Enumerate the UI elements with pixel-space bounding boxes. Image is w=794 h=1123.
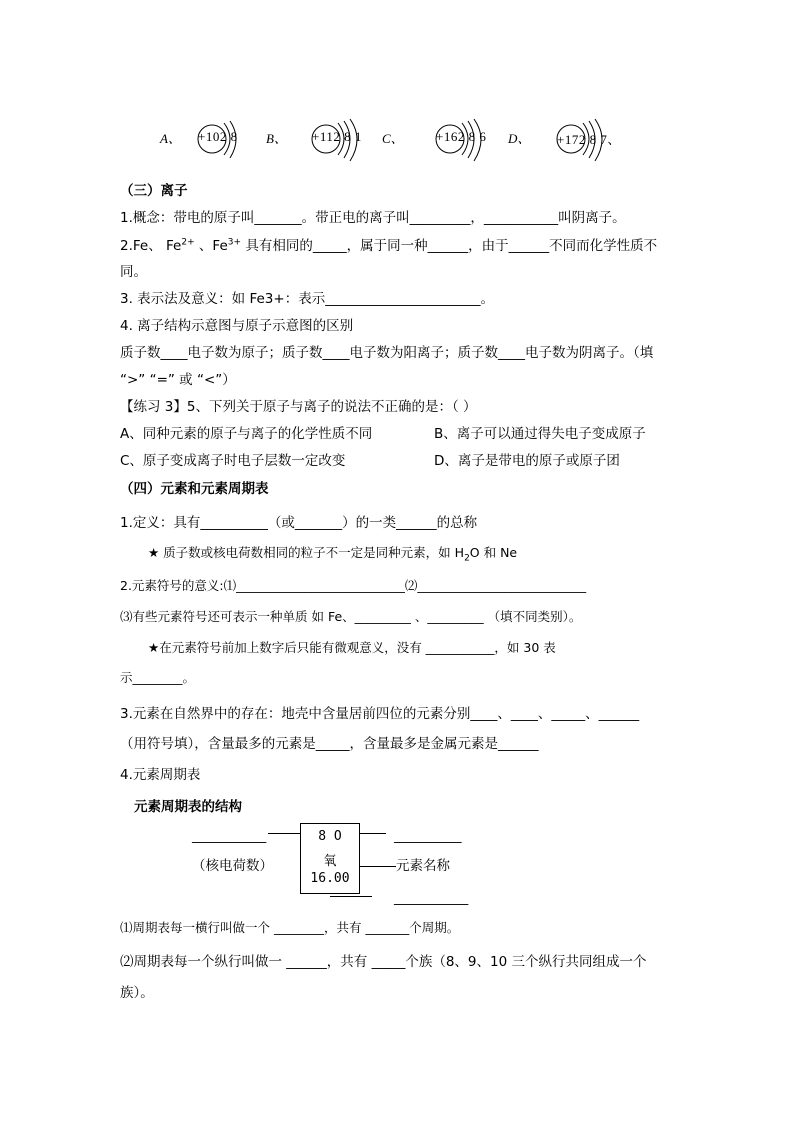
leader-line-left — [268, 833, 300, 834]
exercise-3-question: 【练习 3】5、下列关于原子与离子的说法不正确的是：（ ） — [120, 399, 477, 415]
option-c-label: C、 — [382, 131, 404, 146]
cell-number-symbol: 8 O — [318, 829, 342, 844]
leader-line-right-top — [360, 833, 386, 834]
atom-c-nucleus: +16 — [436, 129, 458, 144]
star1-part-a: ★ 质子数或核电荷数相同的粒子不一定是同种元素，如 H — [148, 545, 465, 560]
atom-b-nucleus: +11 — [312, 129, 334, 144]
label-nuclear-charge: （核电荷数） — [192, 858, 273, 874]
option-a-label: A、 — [160, 131, 181, 146]
atom-b-electrons: 2 8 1 — [333, 129, 362, 144]
star1-part-c: O 和 Ne — [469, 545, 518, 560]
atom-d-nucleus: +17 — [557, 132, 579, 147]
section4-star-note-2: ★在元素符号前加上数字后只能有微观意义，没有 ___________，如 30 表 — [148, 640, 556, 655]
exercise-option-c: C、原子变成离子时电子层数一定改变 — [120, 453, 346, 469]
section3-line3: 3. 表示法及意义：如 Fe3+：表示_______________________。 — [120, 291, 494, 307]
atom-d-electrons: 2 8 7 — [578, 132, 608, 147]
element-cell-box — [300, 823, 360, 894]
l2-sup-1: 2+ — [181, 237, 195, 248]
option-d-label: D、 — [508, 131, 531, 146]
atom-a-electrons: 2 8 — [219, 129, 238, 144]
section4-nature-line1: 3.元素在自然界中的存在：地壳中含量居前四位的元素分别____、____、_____、______ — [120, 706, 640, 722]
cell-atomic-mass: 16.00 — [310, 871, 350, 886]
l2-part-a: 2.Fe、 Fe — [120, 238, 182, 254]
section4-definition: 1.定义：具有__________（或_______）的一类______的总称 — [120, 515, 478, 531]
blank-atomic-mass: ___________ — [394, 890, 469, 906]
cell-element-name: 氧 — [323, 854, 337, 869]
exercise-option-a: A、同种元素的原子与离子的化学性质不同 — [120, 426, 373, 442]
periodic-table-structure-title: 元素周期表的结构 — [134, 799, 242, 815]
periodic-rows-question: ⑴周期表每一横行叫做一个 ________，共有 _______个周期。 — [120, 920, 460, 935]
atom-a-nucleus: +10 — [198, 129, 220, 144]
section3-line2-cont: 同。 — [120, 264, 147, 280]
periodic-columns-question-cont: 族）。 — [120, 985, 154, 1001]
blank-element-symbol: __________ — [394, 828, 462, 844]
leader-line-bottom — [330, 896, 372, 897]
option-b-label: B、 — [266, 131, 287, 146]
section4-star-note-1 — [148, 543, 517, 563]
section4-symbol-meaning: 2.元素符号的意义:⑴___________________________⑵___________________________ — [120, 578, 587, 593]
star1-sub: 2 — [464, 553, 470, 564]
l2-sup-2: 3+ — [227, 237, 242, 248]
blank-atomic-number: ___________ — [192, 828, 267, 844]
section3-line4: 4. 离子结构示意图与原子示意图的区别 — [120, 318, 354, 334]
exercise-option-b: B、离子可以通过得失电子变成原子 — [434, 426, 646, 442]
section3-line1: 1.概念：带电的原子叫_______。带正电的离子叫_________，___________叫阴离子。 — [120, 210, 626, 226]
label-element-name: 元素名称 — [396, 858, 450, 874]
section4-periodic-table: 4.元素周期表 — [120, 767, 201, 783]
atom-d-trail: 、 — [607, 132, 621, 147]
l2-part-e: 具有相同的_____，属于同一种______，由于______不同而化学性质不 — [241, 238, 658, 254]
atom-c-electrons: 2 8 6 — [457, 129, 487, 144]
section4-symbol-substance: ⑶有些元素符号还可表示一种单质 如 Fe、_________ 、_________ （填不同类别）。 — [120, 609, 582, 624]
section3-line5: 质子数____电子数为原子；质子数____电子数为阳离子；质子数____电子数为阴离子。（填 — [120, 345, 654, 361]
section3-line2 — [120, 236, 657, 256]
leader-line-right-mid — [360, 866, 396, 867]
section3-heading: （三）离子 — [120, 183, 188, 199]
section4-star-note-2-cont: 示________。 — [120, 670, 196, 685]
section4-nature-line2: （用符号填），含量最多的元素是_____，含量最多是金属元素是______ — [120, 736, 539, 752]
exercise-option-d: D、离子是带电的原子或原子团 — [434, 453, 620, 469]
section4-heading: （四）元素和元素周期表 — [120, 481, 269, 497]
l2-part-c: 、Fe — [194, 238, 228, 254]
periodic-columns-question: ⑵周期表每一个纵行叫做一 ______，共有 _____个族（8、9、10 三个纵行共同组成一个 — [120, 954, 647, 970]
section3-line6: “>” “=” 或 “<”） — [120, 372, 236, 388]
